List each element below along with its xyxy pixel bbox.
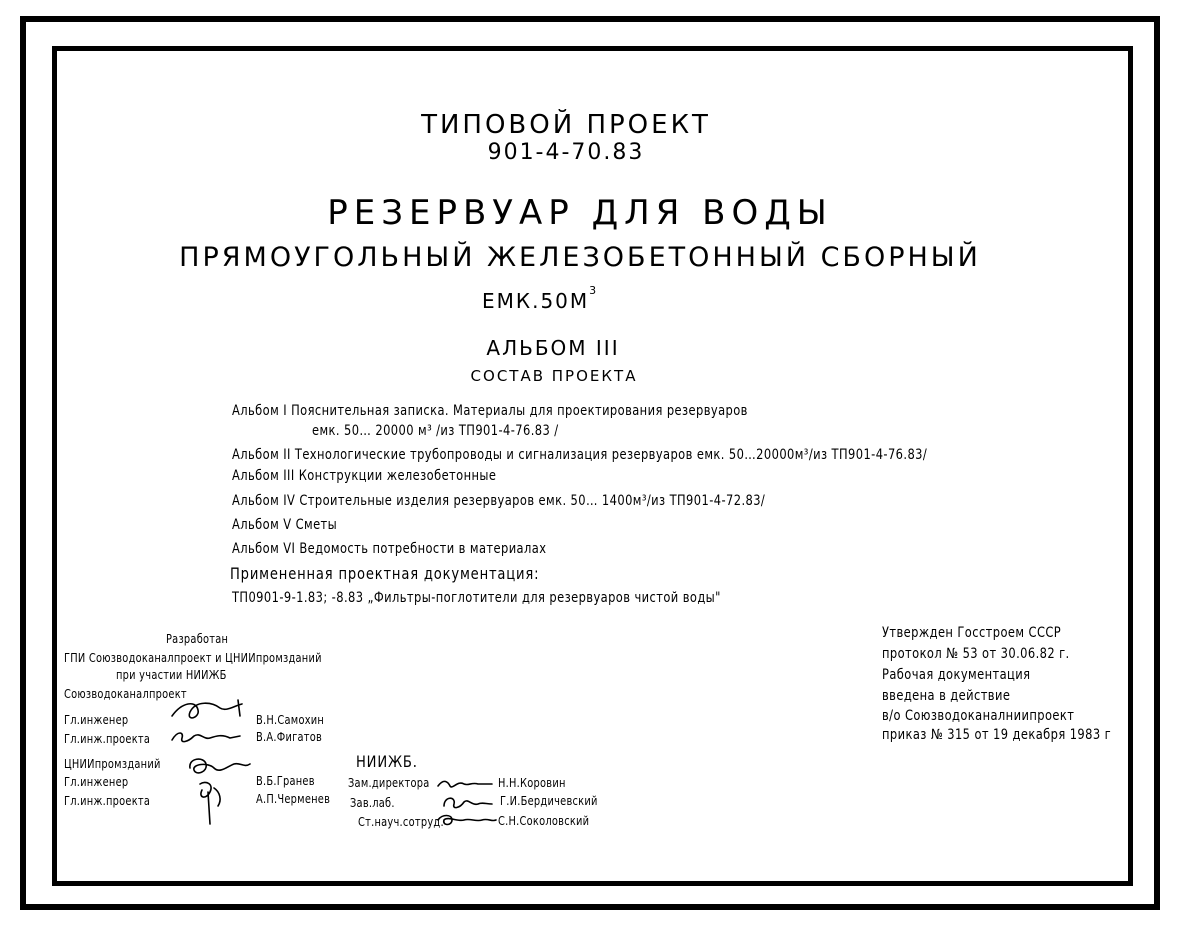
signature-project-engineer-2 [192,778,232,830]
capacity [482,284,599,313]
album-1-text: Пояснительная записка. Материалы для проектирования резервуаров [291,403,748,419]
document-title: ТИПОВОЙ ПРОЕКТ [421,110,711,140]
signature-lab-head [440,794,496,812]
approval-line-3: Рабочая документация [882,667,1031,683]
approval-line-5: в/о Союзводоканалниипроект [882,708,1075,724]
album-5-text: Сметы [295,517,338,533]
signature-project-engineer-1 [170,728,250,746]
album-2-label: Альбом II [232,447,291,463]
org3-role-1: Зам.директора [348,776,430,790]
org1-name-2: В.А.Фигатов [256,730,323,744]
album-6-item [232,542,546,556]
album-6-text: Ведомость потребности в материалах [299,541,547,557]
signature-senior-researcher [436,812,498,828]
org2-role-1: Гл.инженер [64,775,129,789]
album-1-continuation: емк. 50… 20000 м³ /из ТП901-4-76.83 / [312,423,559,439]
org3-name-1: Н.Н.Коровин [498,776,566,790]
org1-role-2: Гл.инж.проекта [64,732,151,746]
signature-deputy-director [436,776,496,792]
approval-line-2: протокол № 53 от 30.06.82 г. [882,646,1070,662]
org3-name-3: С.Н.Соколовский [498,814,590,828]
album-2-text: Технологические трубопроводы и сигнализация резервуаров емк. 50…20000м³/из ТП901-4-76.83/ [294,447,928,463]
album-1-item [232,404,748,418]
album-5-label: Альбом V [232,517,292,533]
album-4-item [232,494,765,508]
project-number: 901-4-70.83 [487,140,645,165]
album-5-item [232,518,337,532]
org2-name-2: А.П.Черменев [256,792,331,806]
org3-name: НИИЖБ. [356,752,418,771]
approval-line-6: приказ № 315 от 19 декабря 1983 г [882,727,1112,743]
developer-org-line: ГПИ Союзводоканалпроект и ЦНИИпромзданий [64,651,322,665]
album-1-label: Альбом I [232,403,288,419]
org1-name-1: В.Н.Самохин [256,713,325,727]
section-title: СОСТАВ ПРОЕКТА [470,367,638,385]
object-description: ПРЯМОУГОЛЬНЫЙ ЖЕЛЕЗОБЕТОННЫЙ СБОРНЫЙ [179,242,981,273]
album-6-label: Альбом VI [232,541,296,557]
org3-role-3: Ст.науч.сотруд. [358,815,444,829]
org3-role-2: Зав.лаб. [350,796,395,810]
org1-name: Союзводоканалпроект [64,687,187,701]
org2-role-2: Гл.инж.проекта [64,794,151,808]
org2-name-1: В.Б.Гранев [256,774,315,788]
org1-role-1: Гл.инженер [64,713,129,727]
album-4-text: Строительные изделия резервуаров емк. 50… 1400м³/из ТП901-4-72.83/ [299,493,766,509]
capacity-superscript: 3 [589,284,599,298]
org2-name: ЦНИИпромзданий [64,757,161,771]
object-name: РЕЗЕРВУАР ДЛЯ ВОДЫ [327,193,833,233]
capacity-text: ЕМК.50М [482,289,590,313]
album-3-text: Конструкции железобетонные [298,468,497,484]
applied-docs-title: Примененная проектная документация: [230,564,540,583]
approval-line-4: введена в действие [882,688,1011,704]
org3-name-2: Г.И.Бердичевский [500,794,598,808]
album-3-item [232,469,496,483]
album-4-label: Альбом IV [232,493,296,509]
developer-heading: Разработан [166,632,229,646]
album-number: АЛЬБОМ III [486,336,620,360]
developer-participation: при участии НИИЖБ [116,668,227,682]
approval-line-1: Утвержден Госстроем СССР [882,625,1062,641]
applied-docs-text: ТП0901-9-1.83; -8.83 „Фильтры-поглотители для резервуаров чистой воды" [232,590,721,606]
album-3-label: Альбом III [232,468,295,484]
album-2-item [232,448,927,462]
